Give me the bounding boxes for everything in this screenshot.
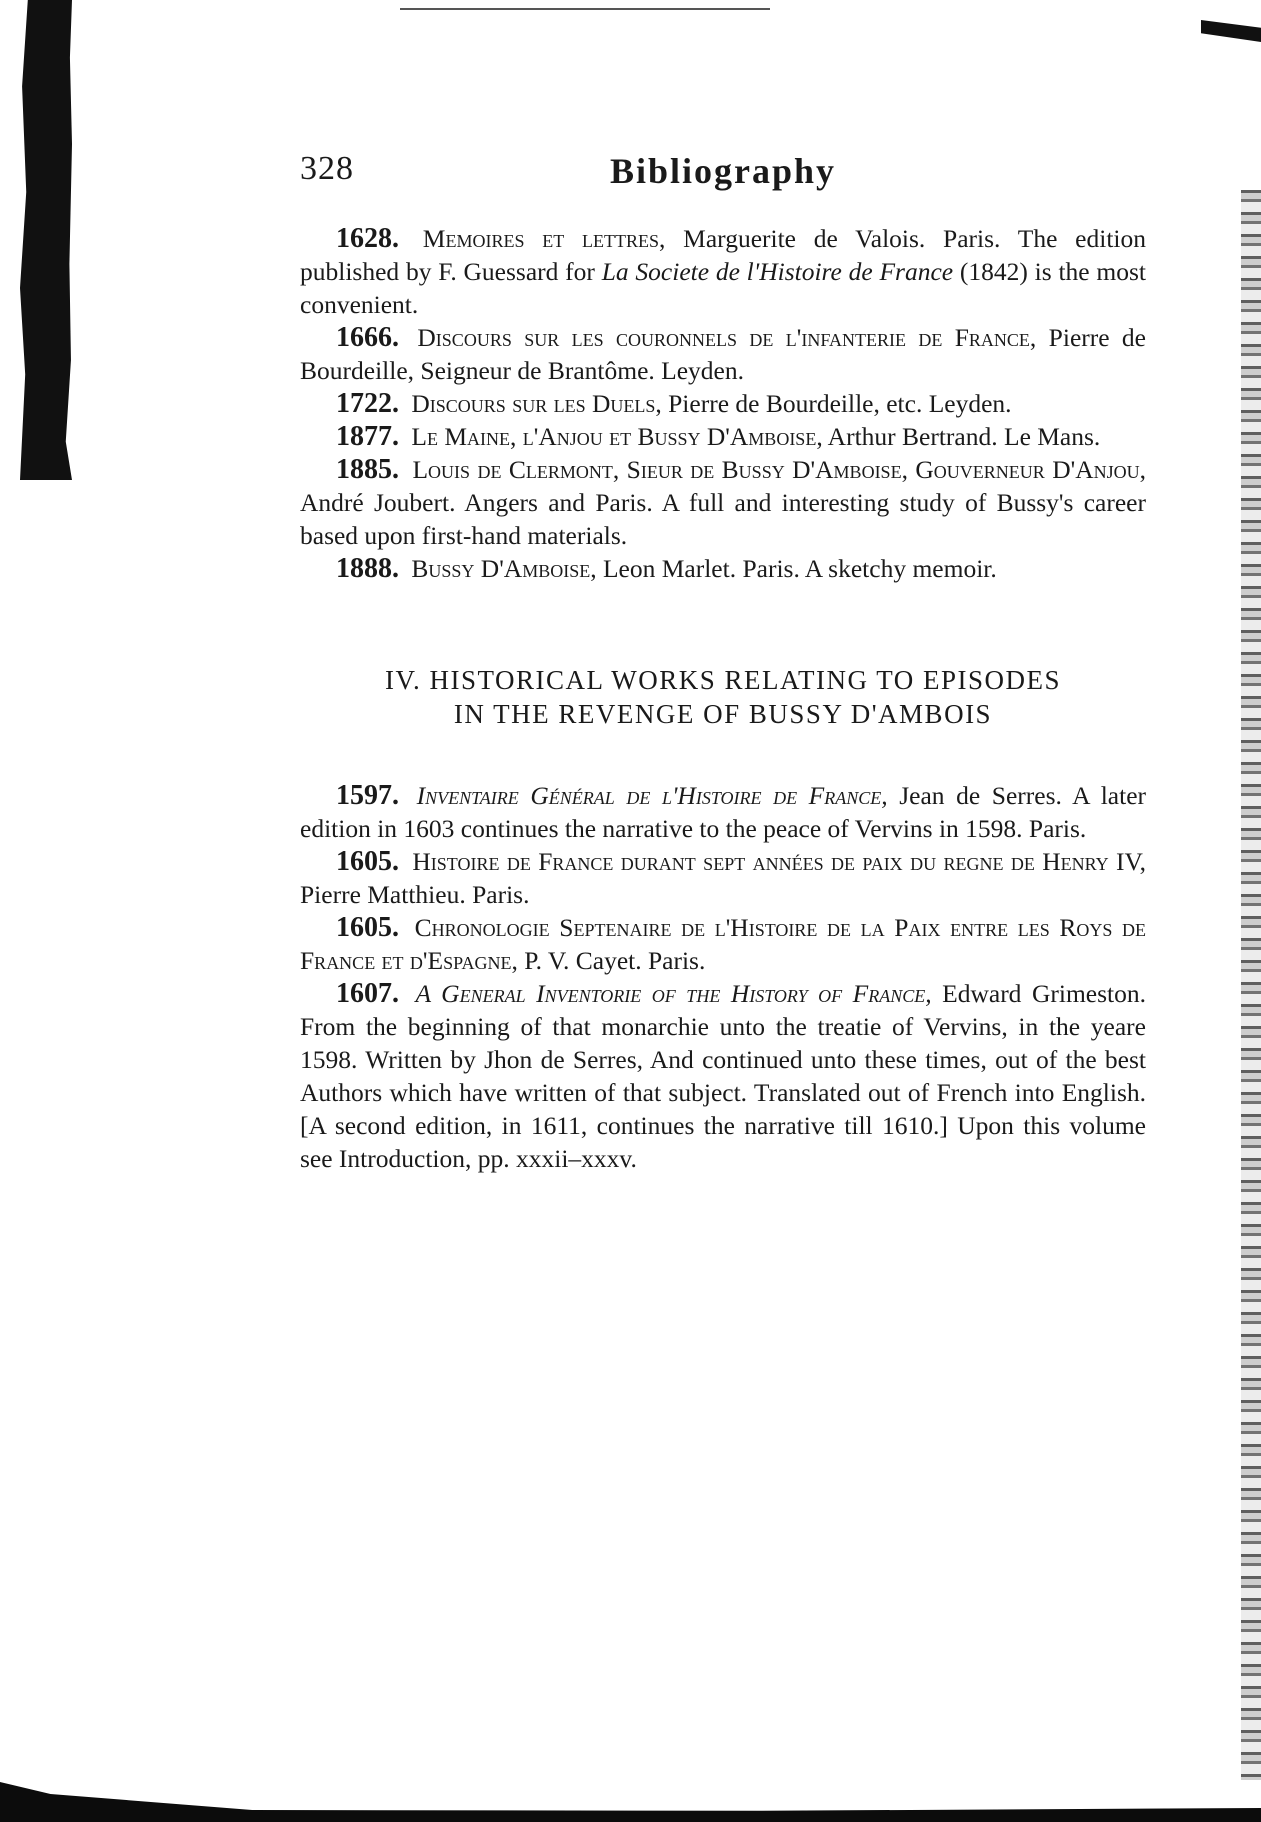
scan-edge-right [1241,190,1261,1780]
entry-year: 1605. [336,912,399,943]
entry-title: Inventaire Général de l'Histoire de France, [416,781,888,810]
entry-title: Discours sur les Duels, [411,389,662,418]
entry-text: Pierre Matthieu. Paris. [300,880,530,909]
entry-year: 1888. [336,553,399,584]
entry-title: Chronologie Septenaire de l'Histoire de la Paix entre les Roys de France et d'Espagne, [300,913,1147,975]
bibliography-entry [300,453,1146,552]
entry-text: Arthur Bertrand. Le Mans. [822,422,1101,451]
bibliography-entry [300,420,1146,453]
bibliography-entry [300,845,1146,911]
section-heading [300,663,1146,731]
section-heading-line: IN THE REVENGE OF BUSSY D'AMBOIS [453,699,993,729]
bibliography-entry [300,222,1146,321]
entry-year: 1722. [336,388,399,419]
entry-title: Louis de Clermont, Sieur de Bussy D'Amboise, Gouverneur D'Anjou, [412,455,1146,484]
section-heading-line: IV. HISTORICAL WORKS RELATING TO EPISODES [384,665,1062,695]
entry-year: 1607. [336,978,399,1009]
scan-edge-left [20,0,72,480]
entry-year: 1885. [336,454,399,485]
bibliography-entry [300,552,1146,585]
entry-text: Jean de Serres. A later edition in 1603 continues the narrative to the peace of Vervins in 1598. Paris. [300,781,1147,843]
entry-year: 1605. [336,846,399,877]
bibliography-entry [300,321,1146,387]
entry-text: Pierre de Bourdeille, Seigneur de Brantôme. Leyden. [300,323,1147,385]
entry-text: André Joubert. Angers and Paris. A full and interesting study of Bussy's career based upon first-hand materials. [300,488,1146,550]
page-title: Bibliography [609,151,837,191]
entry-title: Histoire de France durant sept années de paix du regne de Henry IV, [412,847,1146,876]
scan-bottom [0,1782,1261,1822]
bibliography-entry [300,779,1146,845]
entry-title: Discours sur les couronnels de l'infanterie de France, [417,323,1037,352]
entry-year: 1877. [336,421,399,452]
entry-title: Bussy D'Amboise, [411,554,597,583]
entry-text: Edward Grimeston. From the beginning of that monarchie unto the treatie of Vervins, in the yeare 1598. Written by Jhon de Serres, And continued unto these times, out of the best Authors which have written of that subject. Translated out of French into English. [A second edition, in 1611, continues the narrative till 1610.] Upon this volume see Introduction, pp. xxxii–xxxv. [300,979,1146,1173]
page-number: 328 [300,150,354,187]
running-head [300,150,1146,210]
entry-year: 1597. [336,780,399,811]
scan-top-right [1201,20,1261,42]
entry-text: Pierre de Bourdeille, etc. Leyden. [661,389,1012,418]
entry-year: 1628. [336,223,399,254]
page [300,150,1146,1175]
entry-text: Leon Marlet. Paris. A sketchy memoir. [596,554,997,583]
entry-text: P. V. Cayet. Paris. [517,946,706,975]
scan-top-line [400,8,770,10]
entry-italic: La Societe de l'Histoire de France [601,257,954,286]
bibliography-entry [300,387,1146,420]
bibliography-entry [300,911,1146,977]
entry-year: 1666. [336,322,399,353]
entry-title: Le Maine, l'Anjou et Bussy D'Amboise, [411,422,823,451]
entry-title: A General Inventorie of the History of France, [415,979,932,1008]
entry-text: (1842) is the most convenient. [300,257,1146,319]
entry-title: Memoires et lettres, [422,224,666,253]
bibliography-entry [300,977,1146,1175]
entry-text: Marguerite de Valois. Paris. The edition published by F. Guessard for [300,224,1147,286]
